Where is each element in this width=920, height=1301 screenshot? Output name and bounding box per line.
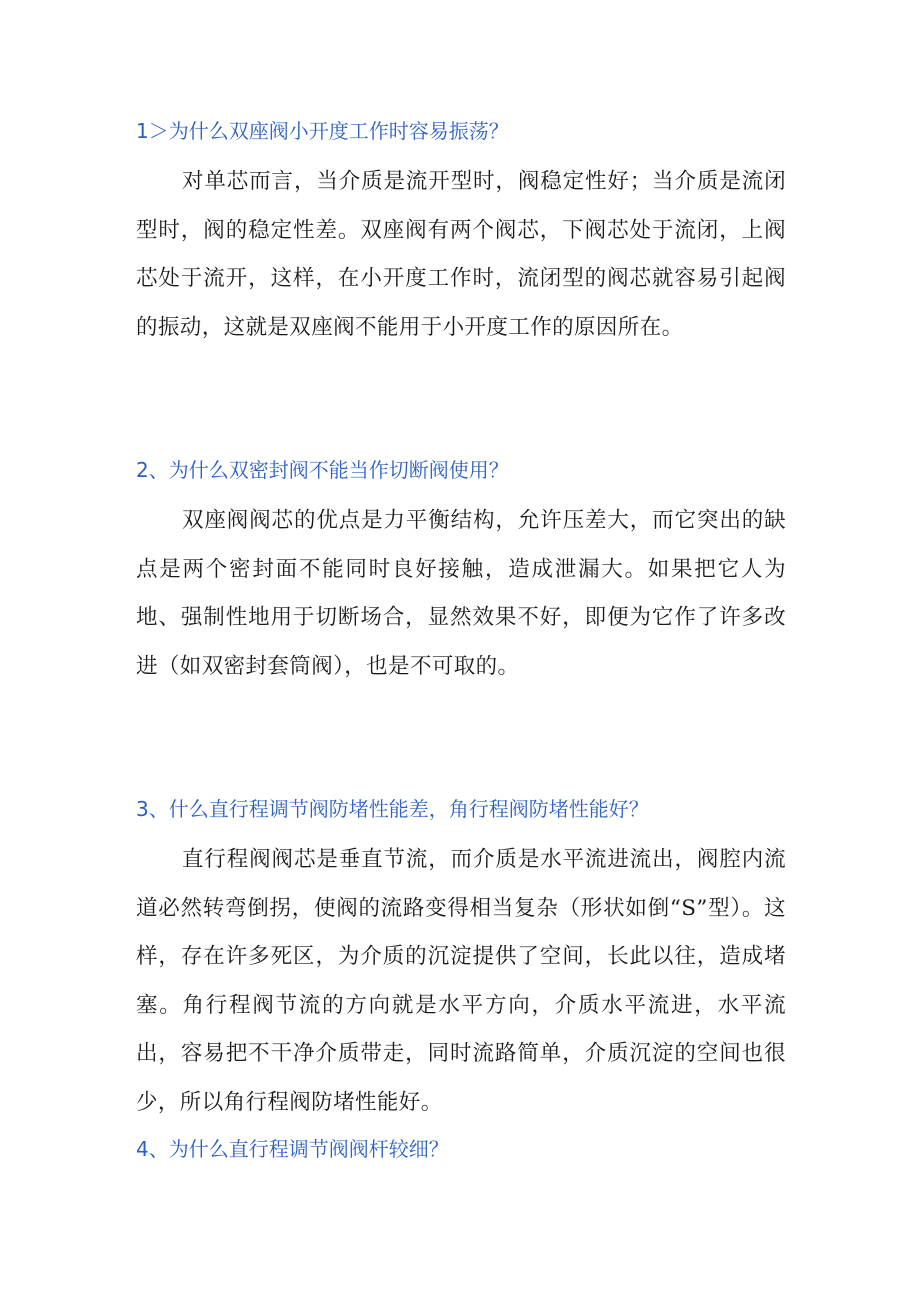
answer-paragraph-1: 对单芯而言，当介质是流开型时，阀稳定性好；当介质是流闭型时，阀的稳定性差。双座阀有两个阀芯，下阀芯处于流闭，上阀芯处于流开，这样，在小开度工作时，流闭型的阀芯就容易引起阀的振动，这就是双座阀不能用于小开度工作的原因所在。 (136, 169, 786, 340)
question-heading-2: 2、为什么双密封阀不能当作切断阀使用？ (136, 458, 509, 482)
answer-paragraph-3: 直行程阀阀芯是垂直节流，而介质是水平流进流出，阀腔内流道必然转弯倒拐，使阀的流路变得相当复杂（形状如倒“S”型）。这样，存在许多死区，为介质的沉淀提供了空间，长此以往，造成堵塞。角行程阀节流的方向就是水平方向，介质水平流进，水平流出，容易把不干净介质带走，同时流路简单，介质沉淀的空间也很少，所以角行程阀防堵性能好。 (136, 847, 786, 1115)
question-heading-1: 1＞为什么双座阀小开度工作时容易振荡？ (136, 119, 509, 143)
question-heading-4: 4、为什么直行程调节阀阀杆较细？ (136, 1137, 449, 1161)
question-heading-3: 3、什么直行程调节阀防堵性能差，角行程阀防堵性能好？ (136, 797, 649, 821)
answer-paragraph-2: 双座阀阀芯的优点是力平衡结构，允许压差大，而它突出的缺点是两个密封面不能同时良好接触，造成泄漏大。如果把它人为地、强制性地用于切断场合，显然效果不好，即便为它作了许多改进（如双密封套筒阀），也是不可取的。 (136, 508, 786, 679)
